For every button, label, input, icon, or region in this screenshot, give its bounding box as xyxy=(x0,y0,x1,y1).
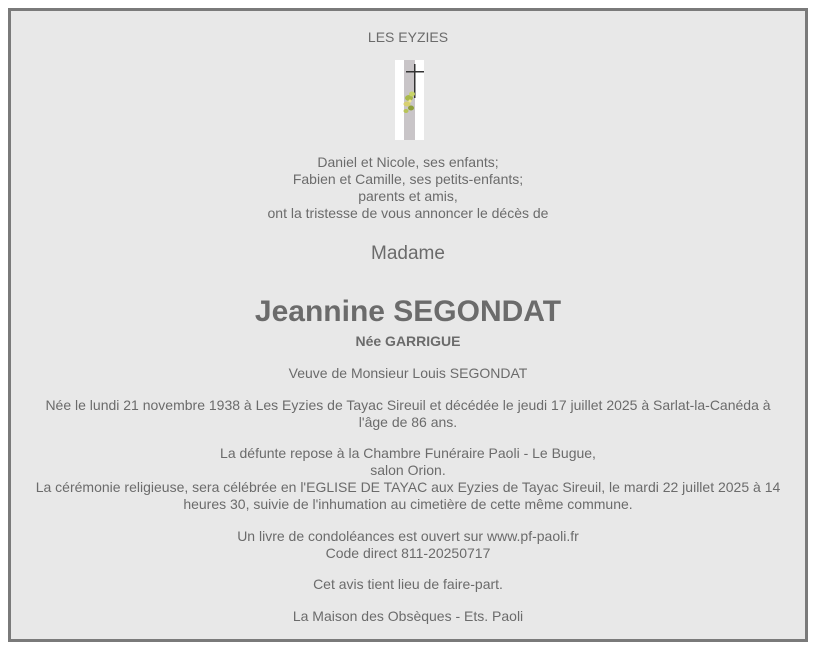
family-line: Daniel et Nicole, ses enfants; xyxy=(317,154,499,170)
family-line: Fabien et Camille, ses petits-enfants; xyxy=(292,171,524,187)
funeral-home-signature: La Maison des Obsèques - Ets. Paoli xyxy=(292,608,524,624)
rest-line: La cérémonie religieuse, sera célébrée en l'EGLISE DE TAYAC aux Eyzies de Tayac Sireuil, le mardi 22 juillet 2025 à 14 heures 30, suivie de l'inhumation au cimetière de cette même commune. xyxy=(35,479,781,512)
obituary-notice xyxy=(8,8,808,642)
location-heading: LES EYZIES xyxy=(367,29,449,45)
family-line: ont la tristesse de vous annoncer le décès de xyxy=(267,205,549,221)
honorific-title: Madame xyxy=(371,243,445,264)
faire-part-note: Cet avis tient lieu de faire-part. xyxy=(313,576,503,592)
family-list xyxy=(11,154,805,222)
deceased-name: Jeannine SEGONDAT xyxy=(254,295,562,328)
rest-line: salon Orion. xyxy=(370,462,446,478)
maiden-name: Née GARRIGUE xyxy=(355,333,461,349)
rest-line: La défunte repose à la Chambre Funéraire Paoli - Le Bugue, xyxy=(220,445,596,461)
condolences-code: Code direct 811-20250717 xyxy=(325,545,491,561)
cross-with-flowers-icon xyxy=(395,60,424,140)
ceremony-paragraph xyxy=(25,445,791,513)
birth-death-paragraph: Née le lundi 21 novembre 1938 à Les Eyzies de Tayac Sireuil et décédée le jeudi 17 juillet 2025 à Sarlat-la-Canéda à l'âge de 86 ans. xyxy=(45,397,771,430)
condolences-paragraph xyxy=(11,528,805,562)
widow-line: Veuve de Monsieur Louis SEGONDAT xyxy=(288,365,528,381)
condolences-line: Un livre de condoléances est ouvert sur www.pf-paoli.fr xyxy=(237,528,579,544)
family-line: parents et amis, xyxy=(358,188,458,204)
